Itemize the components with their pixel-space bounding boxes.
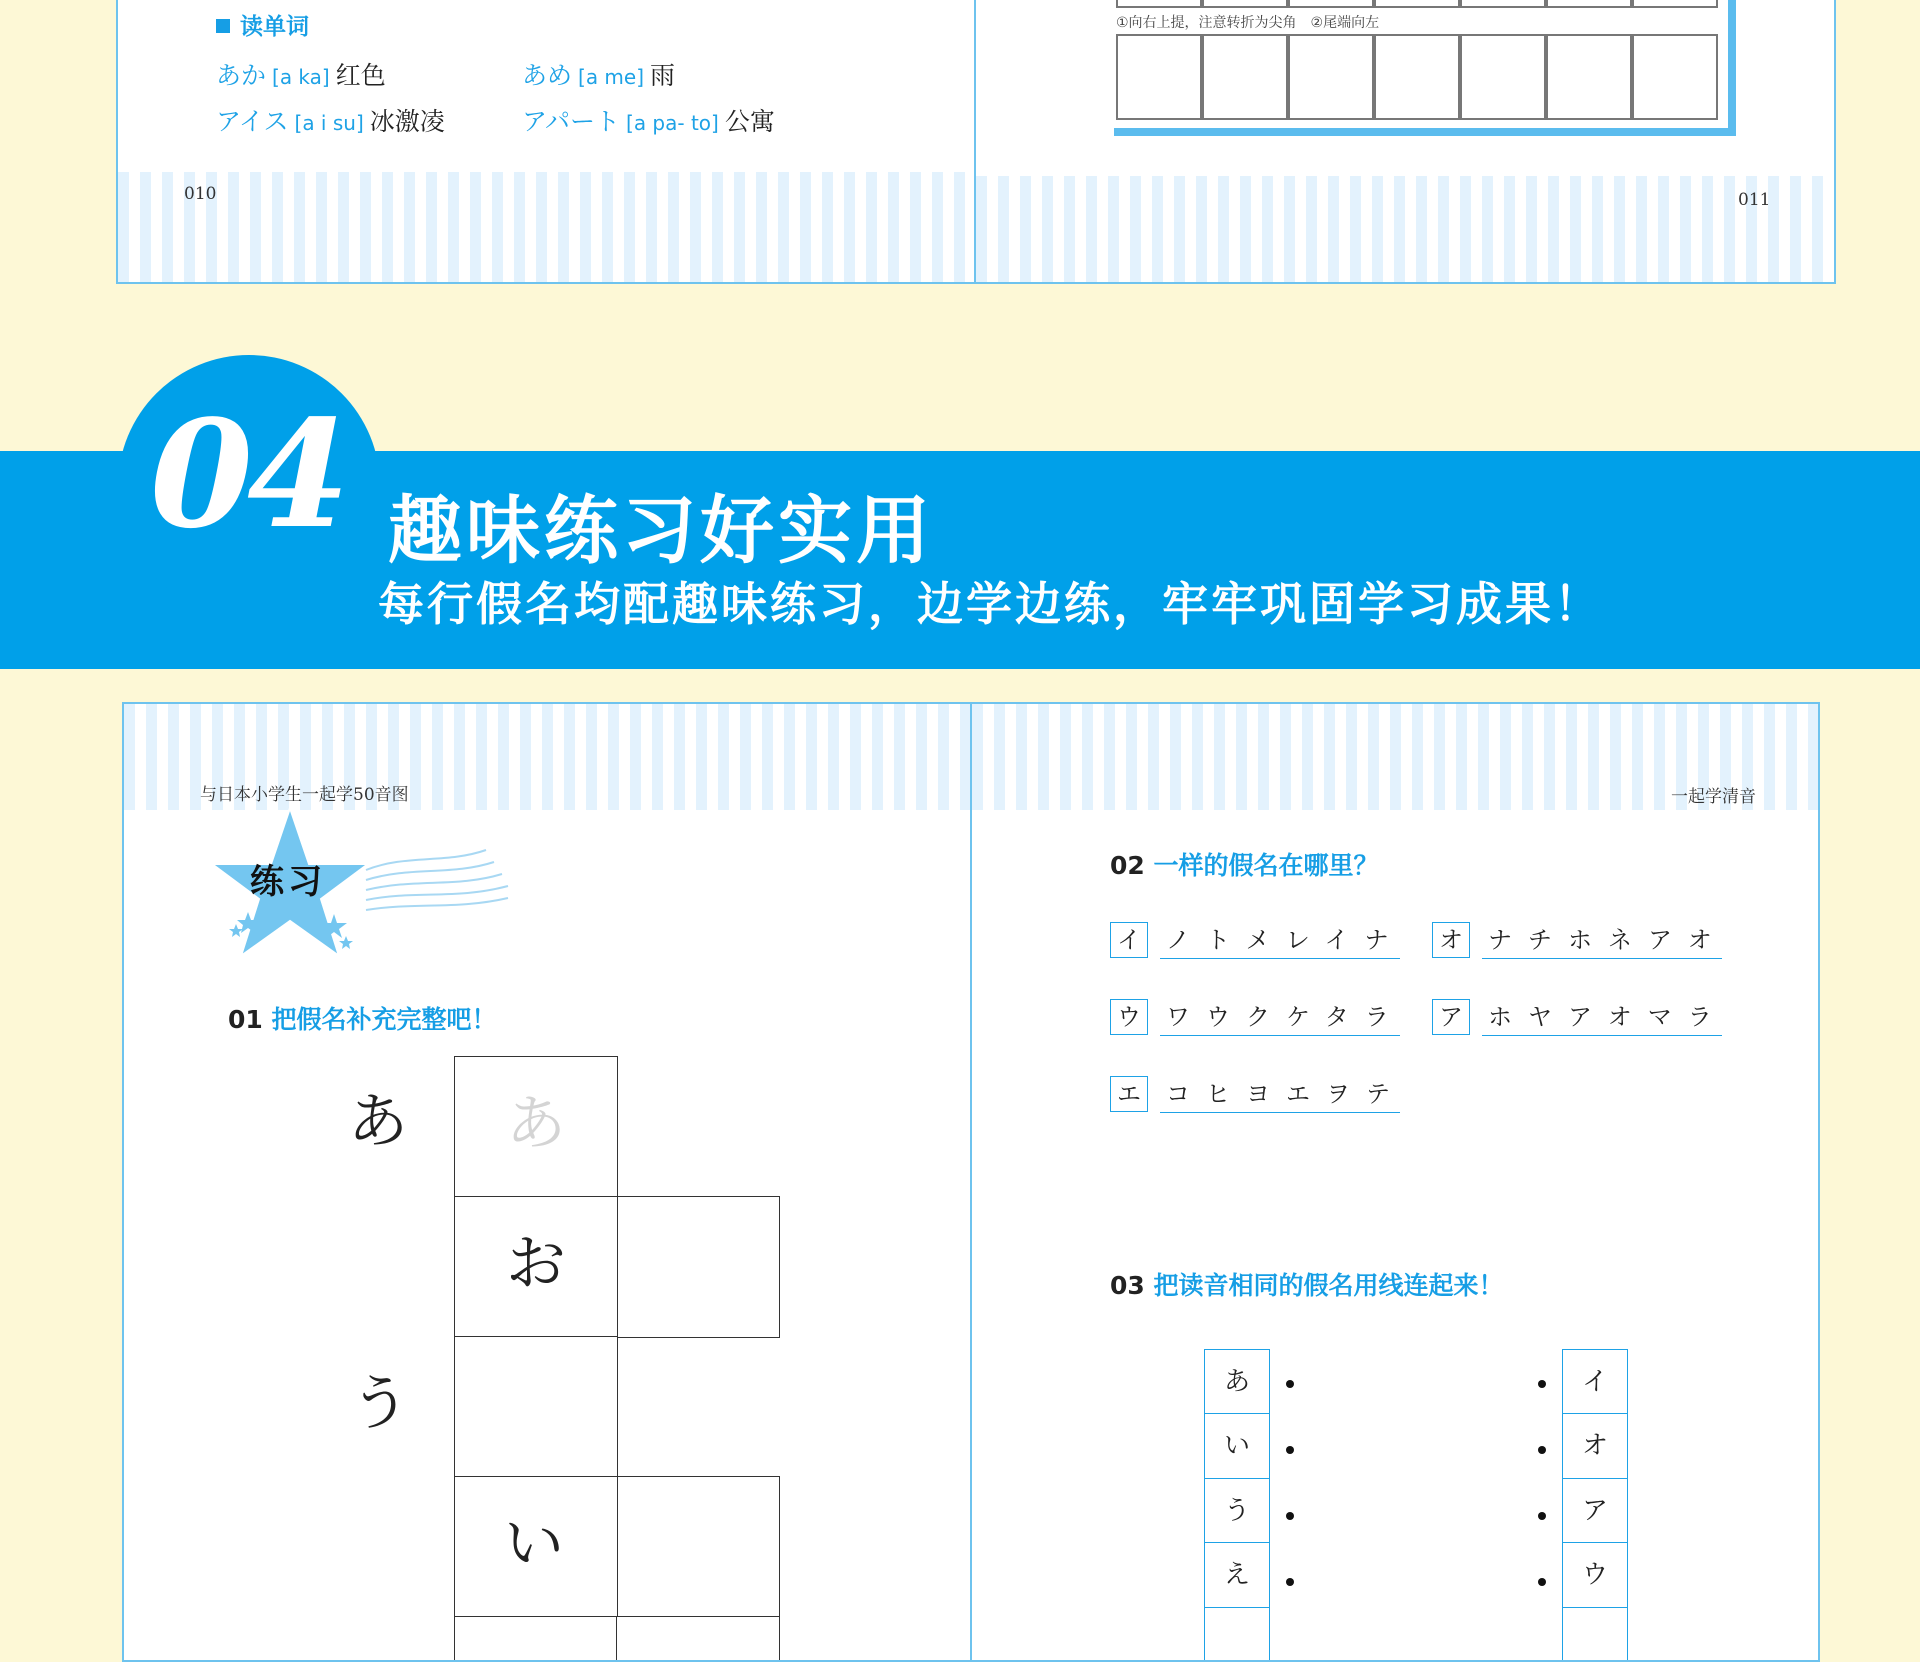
kana-i: い [504, 1514, 564, 1574]
running-head: 一起学清音 [1671, 782, 1756, 807]
exercise-01-title: 01 把假名补充完整吧！ [228, 1000, 497, 1036]
find-target: オ [1432, 922, 1470, 958]
match-item[interactable] [1562, 1607, 1628, 1662]
match-item[interactable] [1204, 1607, 1270, 1662]
connector-dot[interactable] [1538, 1578, 1546, 1586]
kana-box[interactable] [616, 1616, 780, 1662]
top-left-page [116, 0, 976, 284]
find-sequence[interactable]: ワウクケタラ [1160, 999, 1400, 1036]
connector-dot[interactable] [1538, 1512, 1546, 1520]
kana-o: お [506, 1234, 566, 1294]
find-sequence[interactable]: コヒヨエヲテ [1160, 1076, 1400, 1113]
kana-box[interactable] [454, 1616, 618, 1662]
kana-box[interactable] [454, 1336, 618, 1478]
find-sequence[interactable]: ホヤアオマラ [1482, 999, 1722, 1036]
kana-u: う [350, 1374, 410, 1434]
kana-box[interactable] [616, 1196, 780, 1338]
connector-dot[interactable] [1286, 1512, 1294, 1520]
running-head: 与日本小学生一起学50音图 [200, 780, 409, 805]
find-target: エ [1110, 1076, 1148, 1112]
match-item[interactable]: う [1204, 1478, 1270, 1544]
connector-dot[interactable] [1286, 1446, 1294, 1454]
read-words-heading: 读单词 [216, 8, 309, 41]
match-left-column [1204, 1350, 1270, 1662]
match-item[interactable]: イ [1562, 1349, 1628, 1415]
connector-dot[interactable] [1538, 1380, 1546, 1388]
find-sequence[interactable]: ナチホネアオ [1482, 922, 1722, 959]
match-right-column [1562, 1350, 1628, 1662]
kana-a: あ [348, 1092, 408, 1152]
top-right-page [974, 0, 1836, 284]
match-item[interactable]: ア [1562, 1478, 1628, 1544]
exercise-02-title: 02 一样的假名在哪里？ [1110, 846, 1379, 882]
connector-dot[interactable] [1538, 1446, 1546, 1454]
vocab-item: あか [a ka] 红色 [216, 56, 386, 92]
match-item[interactable]: え [1204, 1542, 1270, 1608]
bottom-left-page [122, 702, 972, 1662]
match-item[interactable]: あ [1204, 1349, 1270, 1415]
connector-dot[interactable] [1286, 1578, 1294, 1586]
page-number: 011 [1738, 190, 1770, 210]
section-title: 趣味练习好实用 [388, 472, 934, 578]
find-target: ア [1432, 999, 1470, 1035]
square-bullet-icon [216, 19, 230, 33]
writing-grid-top-row [1116, 0, 1718, 8]
section-number: 04 [150, 400, 344, 548]
kana-a-trace: あ [506, 1094, 566, 1154]
kana-box[interactable] [616, 1476, 780, 1618]
writing-grid-row [1116, 34, 1718, 120]
vocab-item: アイス [a i su] 冰激凌 [216, 102, 445, 138]
practice-badge-label: 练习 [250, 854, 326, 903]
vocab-item: あめ [a me] 雨 [522, 56, 675, 92]
page-footer-stripes [118, 172, 974, 282]
page-number: 010 [184, 184, 216, 204]
exercise-03-title: 03 把读音相同的假名用线连起来！ [1110, 1266, 1504, 1302]
find-sequence[interactable]: ノトメレイナ [1160, 922, 1400, 959]
vocab-item: アパート [a pa- to] 公寓 [522, 102, 775, 138]
match-item[interactable]: い [1204, 1413, 1270, 1479]
section-subtitle: 每行假名均配趣味练习，边学边练，牢牢巩固学习成果！ [378, 568, 1603, 634]
find-target: イ [1110, 922, 1148, 958]
connector-dot[interactable] [1286, 1380, 1294, 1388]
match-item[interactable]: オ [1562, 1413, 1628, 1479]
page-footer-stripes [976, 176, 1834, 282]
match-item[interactable]: ウ [1562, 1542, 1628, 1608]
bottom-right-page [970, 702, 1820, 1662]
stroke-note: ①向右上提，注意转折为尖角 ②尾端向左 [1116, 12, 1379, 32]
find-target: ウ [1110, 999, 1148, 1035]
